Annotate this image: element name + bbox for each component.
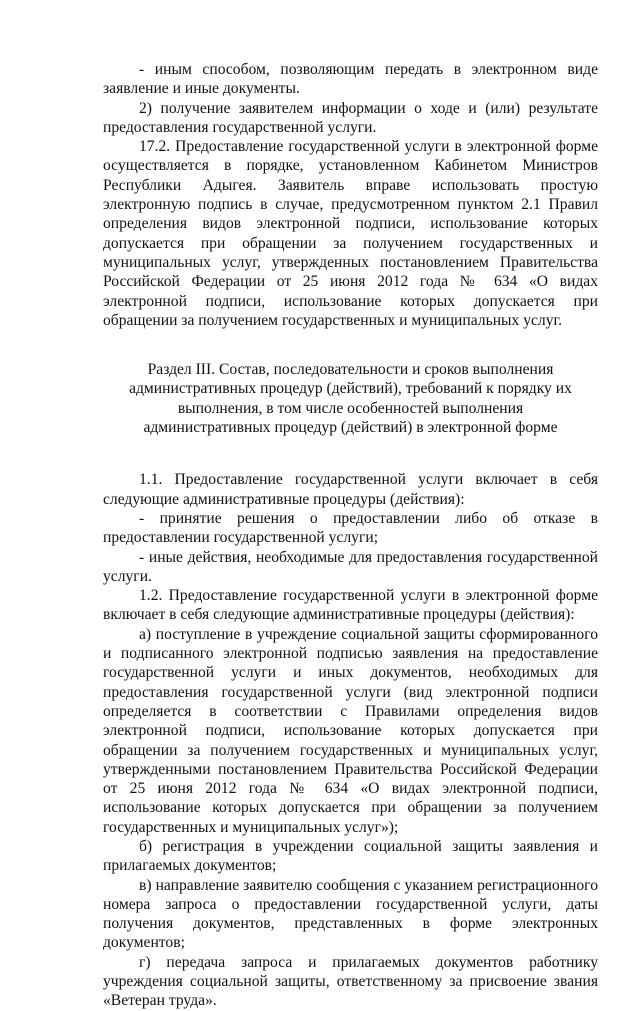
paragraph-17-2: 17.2. Предоставление государственной услуги в электронной форме осуществляется в порядке, установленном Кабинетом Министров Республики Адыгея. Заявитель вправе использовать простую электронную подпись в случае, предусмотренном пунктом 2.1 Правил определения видов электронной подписи, использование которых допускается при обращении за получением государственных и муниципальных услуг, утвержденных постановлением Правительства Российской Федерации от 25 июня 2012 года № 634 «О видах электронной подписи, использование которых допускается при обращении за получением государственных и муниципальных услуг. [103,138,598,329]
paragraph-other-method: - иным способом, позволяющим передать в электронном виде заявление и иные документы. [103,61,598,98]
section-heading: Раздел III. Состав, последовательности и сроков выполнения административных процедур (действий), требований к порядку их выполнения, в том числе особенностей выполнения административных процедур (действий) в электронной форме [129,361,572,437]
list-item-g: г) передача запроса и прилагаемых документов работнику учреждения социальной защиты, ответственному за присвоение звания «Ветеран труда». [103,953,598,1010]
paragraph-receiving-info: 2) получение заявителем информации о ходе и (или) результате предоставления государственной услуги. [103,99,598,136]
list-item-b: б) регистрация в учреждении социальной защиты заявления и прилагаемых документов; [103,837,598,875]
list-item-v: в) направление заявителю сообщения с указанием регистрационного номера запроса о предоставлении государственной услуги, даты получения документов, представленных в форме электронных документов; [103,876,598,952]
document-body [103,60,598,1011]
list-item-a: а) поступление в учреждение социальной защиты сформированного и подписанного электронной подписью заявления на предоставление государственной услуги и иных документов, необходимых для предоставления государственной услуги (вид электронной подписи определяется в соответствии с Правилами определения видов электронной подписи, использование которых допускается при обращении за получением государственных и муниципальных услуг, утвержденными постановлением Правительства Российской Федерации от 25 июня 2012 года № 634 «О видах электронной подписи, использование которых допускается при обращении за получением государственных и муниципальных услуг»); [103,625,598,836]
list-item-decision: - принятие решения о предоставлении либо об отказе в предоставлении государственной услуги; [103,509,598,547]
section-body [103,470,598,1010]
paragraph-1-1: 1.1. Предоставление государственной услуги включает в себя следующие административные процедуры (действия): [103,471,598,508]
paragraph-1-2: 1.2. Предоставление государственной услуги в электронной форме включает в себя следующие административные процедуры (действия): [103,587,598,624]
list-item-other-actions: - иные действия, необходимые для предоставления государственной услуги. [103,548,598,585]
